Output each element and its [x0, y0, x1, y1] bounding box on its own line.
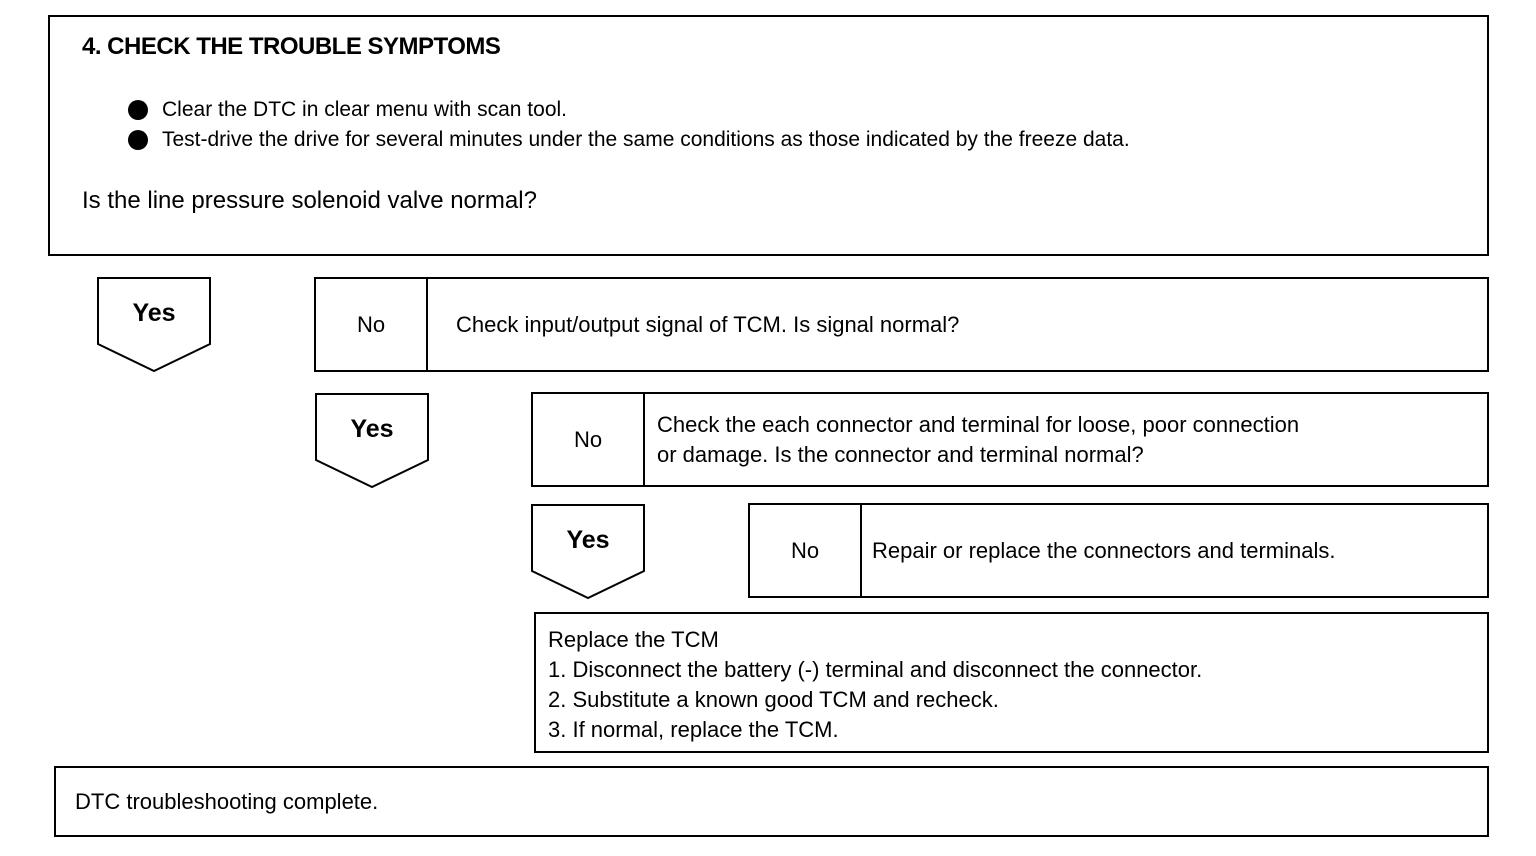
branch-text: Check input/output signal of TCM. Is signal normal?: [456, 311, 960, 337]
yes-arrow-2: [315, 393, 429, 487]
instruction-item: [128, 125, 1130, 155]
troubleshooting-complete-box: [54, 766, 1489, 837]
yes-label: Yes: [566, 526, 610, 554]
replace-step: 2. Substitute a known good TCM and recheck.: [548, 687, 999, 712]
replace-title: Replace the TCM: [548, 627, 719, 652]
replace-tcm-box: [534, 612, 1489, 753]
branch-text: Repair or replace the connectors and terminals.: [872, 537, 1336, 563]
yes-arrow-1: [97, 277, 211, 371]
yes-label: Yes: [132, 299, 176, 327]
no-label: No: [533, 394, 645, 485]
check-trouble-symptoms-box: [48, 15, 1489, 256]
instruction-text: Clear the DTC in clear menu with scan tool.: [162, 98, 567, 121]
yes-arrow-3: [531, 504, 645, 598]
branch-text-line: Check the each connector and terminal for loose, poor connection: [657, 411, 1300, 437]
yes-label: Yes: [350, 415, 394, 443]
bullet-icon: [128, 100, 148, 120]
complete-text: DTC troubleshooting complete.: [75, 788, 379, 814]
no-label: No: [750, 505, 862, 596]
step-title: 4. CHECK THE TROUBLE SYMPTOMS: [82, 33, 501, 60]
branch-text: [657, 394, 1471, 485]
instruction-text: Test-drive the drive for several minutes under the same conditions as those indicated by the freeze data.: [162, 128, 1130, 151]
bullet-icon: [128, 130, 148, 150]
instruction-item: [128, 95, 1130, 125]
instruction-list: [128, 95, 1130, 155]
branch-check-tcm-signal: [314, 277, 1489, 372]
branch-text-line: or damage. Is the connector and terminal normal?: [657, 441, 1144, 467]
no-label: No: [316, 279, 428, 370]
replace-step: 1. Disconnect the battery (-) terminal and disconnect the connector.: [548, 657, 1203, 682]
branch-repair-connectors: [748, 503, 1489, 598]
replace-step: 3. If normal, replace the TCM.: [548, 717, 839, 742]
branch-check-connector: [531, 392, 1489, 487]
step-question: Is the line pressure solenoid valve normal?: [82, 187, 537, 214]
